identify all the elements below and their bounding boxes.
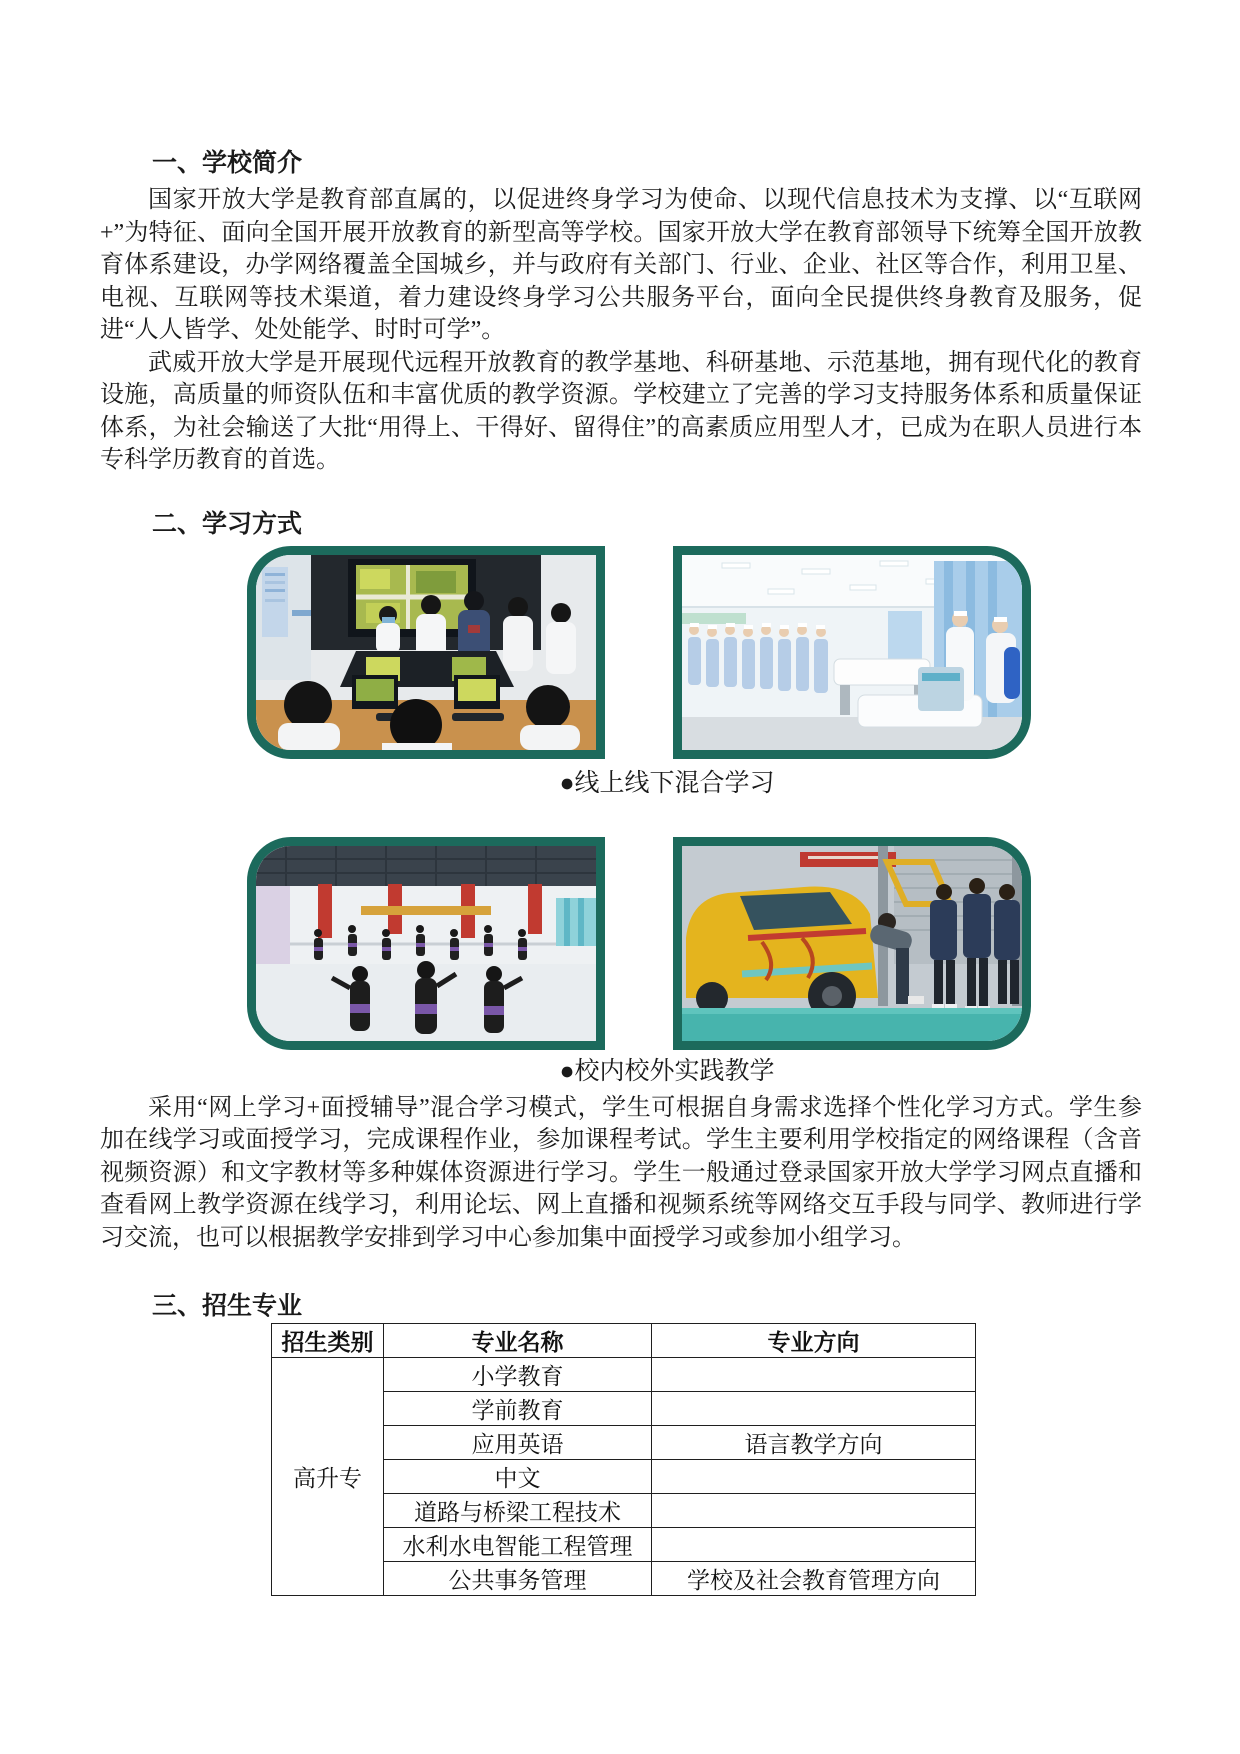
cell-major: 中文 (384, 1460, 652, 1494)
cell-direction (652, 1392, 976, 1426)
caption-blended-learning: ●线上线下混合学习 (559, 769, 775, 797)
photo-row-blended-learning (247, 546, 1142, 759)
photo-nursing-practice-room-illustration (682, 555, 1022, 750)
header-cell-category: 招生类别 (272, 1324, 384, 1358)
cell-major: 道路与桥梁工程技术 (384, 1494, 652, 1528)
photo-nursing-practice-room (673, 546, 1031, 759)
learning-methods-paragraph: 采用“网上学习+面授辅导”混合学习模式，学生可根据自身需求选择个性化学习方式。学生参加在线学习或面授学习，完成课程作业，参加课程考试。学生主要利用学校指定的网络课程（含音视频资源）和文字教材等多种媒体资源进行学习。学生一般通过登录国家开放大学学习网点直播和查看网上教学资源在线学习，利用论坛、网上直播和视频系统等网络交互手段与同学、教师进行学习交流，也可以根据教学安排到学习中心参加集中面授学习或参加小组学习。 (100, 1094, 1142, 1251)
cell-major: 水利水电智能工程管理 (384, 1528, 652, 1562)
intro-paragraph-2: 武威开放大学是开展现代远程开放教育的教学基地、科研基地、示范基地，拥有现代化的教育设施，高质量的师资队伍和丰富优质的教学资源。学校建立了完善的学习支持服务体系和质量保证体系，为社会输送了大批“用得上、干得好、留得住”的高素质应用型人才，已成为在职人员进行本专科学历教育的首选。 (100, 349, 1142, 473)
document-content (0, 148, 1240, 1596)
photo-dance-studio (247, 837, 605, 1050)
photo-dance-studio-illustration (256, 846, 596, 1041)
header-cell-direction: 专业方向 (652, 1324, 976, 1358)
photo-computer-classroom-illustration (256, 555, 596, 750)
photo-row-practice-teaching (247, 837, 1142, 1050)
cell-major: 学前教育 (384, 1392, 652, 1426)
majors-table (271, 1323, 976, 1596)
cell-major: 小学教育 (384, 1358, 652, 1392)
cell-major: 公共事务管理 (384, 1562, 652, 1596)
photo-computer-classroom (247, 546, 605, 759)
photo-auto-repair-workshop-illustration (682, 846, 1022, 1041)
cell-category: 高升专 (272, 1358, 384, 1596)
table-row (272, 1358, 976, 1392)
cell-direction: 学校及社会教育管理方向 (652, 1562, 976, 1596)
cell-major: 应用英语 (384, 1426, 652, 1460)
header-cell-major: 专业名称 (384, 1324, 652, 1358)
intro-paragraph-1: 国家开放大学是教育部直属的，以促进终身学习为使命、以现代信息技术为支撑、以“互联网+”为特征、面向全国开展开放教育的新型高等学校。国家开放大学在教育部领导下统筹全国开放教育体系建设，办学网络覆盖全国城乡，并与政府有关部门、行业、企业、社区等合作，利用卫星、电视、互联网等技术渠道，着力建设终身学习公共服务平台，面向全民提供终身教育及服务，促进“人人皆学、处处能学、时时可学”。 (100, 187, 1142, 343)
section-heading-school-intro: 一、学校简介 (152, 149, 303, 177)
cell-direction (652, 1358, 976, 1392)
cell-direction (652, 1528, 976, 1562)
table-header-row (272, 1324, 976, 1358)
caption-practice-teaching: ●校内校外实践教学 (559, 1057, 775, 1085)
cell-direction (652, 1460, 976, 1494)
cell-direction (652, 1494, 976, 1528)
cell-direction: 语言教学方向 (652, 1426, 976, 1460)
section-heading-majors: 三、招生专业 (152, 1292, 303, 1320)
photo-auto-repair-workshop (673, 837, 1031, 1050)
section-heading-learning-methods: 二、学习方式 (152, 509, 303, 538)
